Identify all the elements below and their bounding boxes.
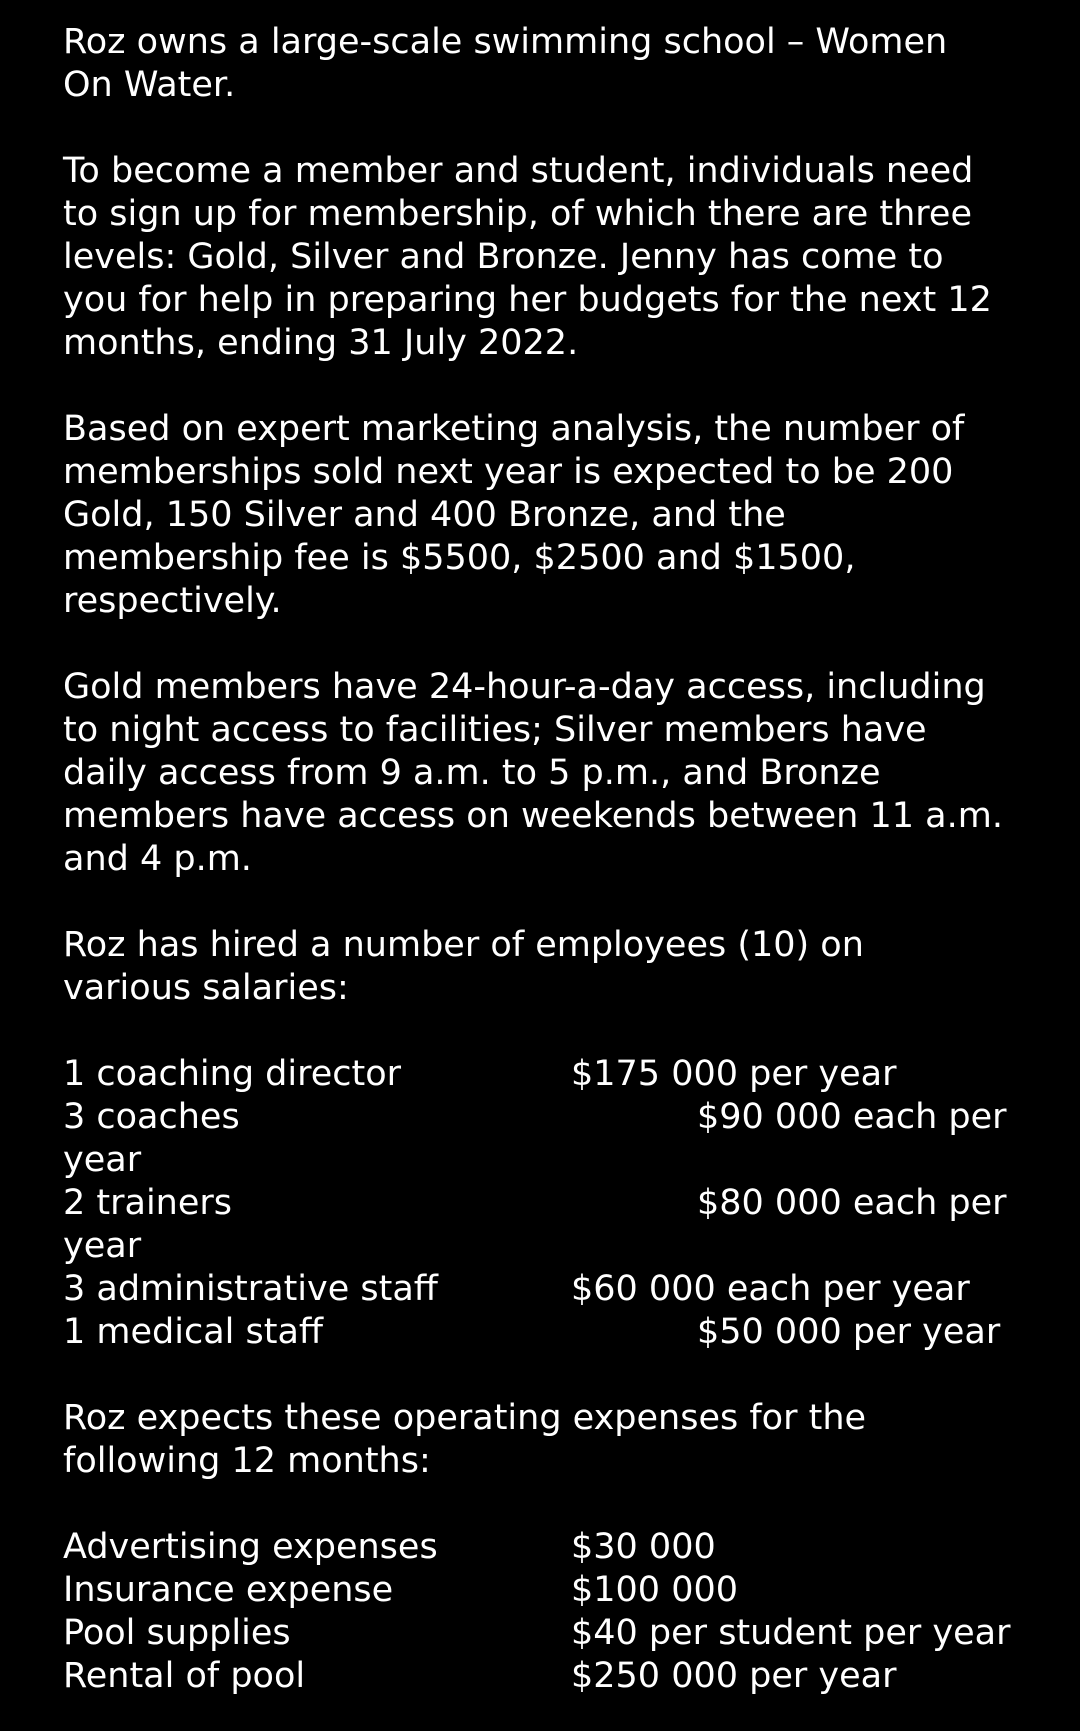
salary-row	[63, 1268, 1023, 1311]
spacer	[63, 1010, 1023, 1053]
salary-role: 1 medical staff	[63, 1312, 324, 1352]
expense-amount: $100 000	[571, 1570, 739, 1610]
expense-item: Rental of pool	[63, 1656, 306, 1696]
salary-row	[63, 1311, 1023, 1354]
salary-amount-wrap: year	[63, 1226, 142, 1266]
membership-paragraph: To become a member and student, individuals need to sign up for membership, of which there are three levels: Gold, Silver and Bronze. Jenny has come to you for help in preparing her budgets for the next 12 months, ending 31 July 2022.	[63, 151, 992, 363]
intro-paragraph: Roz owns a large-scale swimming school – Women On Water.	[63, 22, 948, 105]
expense-item: Pool supplies	[63, 1613, 291, 1653]
expense-row	[63, 1526, 1023, 1569]
document-page	[63, 21, 1023, 1698]
expense-amount: $250 000 per year	[571, 1656, 897, 1696]
spacer	[63, 365, 1023, 408]
spacer	[63, 623, 1023, 666]
salary-amount-wrap: year	[63, 1140, 142, 1180]
salary-amount: $80 000 each per	[697, 1183, 1007, 1223]
expenses-paragraph: Roz expects these operating expenses for the following 12 months:	[63, 1398, 867, 1481]
spacer	[63, 881, 1023, 924]
salary-amount: $60 000 each per year	[571, 1269, 970, 1309]
salary-row	[63, 1053, 1023, 1096]
spacer	[63, 107, 1023, 150]
salary-amount: $90 000 each per	[697, 1097, 1007, 1137]
expense-amount: $30 000	[571, 1527, 716, 1567]
salary-amount: $175 000 per year	[571, 1054, 897, 1094]
salary-list	[63, 1053, 1023, 1354]
expense-row	[63, 1612, 1023, 1655]
expense-item: Advertising expenses	[63, 1527, 438, 1567]
salary-role: 1 coaching director	[63, 1054, 402, 1094]
salary-role: 2 trainers	[63, 1183, 233, 1223]
expense-item: Insurance expense	[63, 1570, 394, 1610]
expense-row	[63, 1569, 1023, 1612]
spacer	[63, 1354, 1023, 1397]
access-paragraph: Gold members have 24-hour-a-day access, including to night access to facilities; Silver members have daily access from 9 a.m. to 5 p.m., and Bronze members have access on weekends between 11 a.m. and 4 p.m.	[63, 667, 1003, 879]
salary-amount: $50 000 per year	[697, 1312, 1001, 1352]
expense-row	[63, 1655, 1023, 1698]
salary-role: 3 coaches	[63, 1097, 240, 1137]
salary-row	[63, 1096, 1023, 1182]
employees-paragraph: Roz has hired a number of employees (10) on various salaries:	[63, 925, 864, 1008]
expense-list	[63, 1526, 1023, 1698]
expense-amount: $40 per student per year	[571, 1613, 1011, 1653]
analysis-paragraph: Based on expert marketing analysis, the number of memberships sold next year is expected to be 200 Gold, 150 Silver and 400 Bronze, and the membership fee is $5500, $2500 and $1500, respectively.	[63, 409, 965, 621]
spacer	[63, 1483, 1023, 1526]
salary-row	[63, 1182, 1023, 1268]
salary-role: 3 administrative staff	[63, 1269, 438, 1309]
